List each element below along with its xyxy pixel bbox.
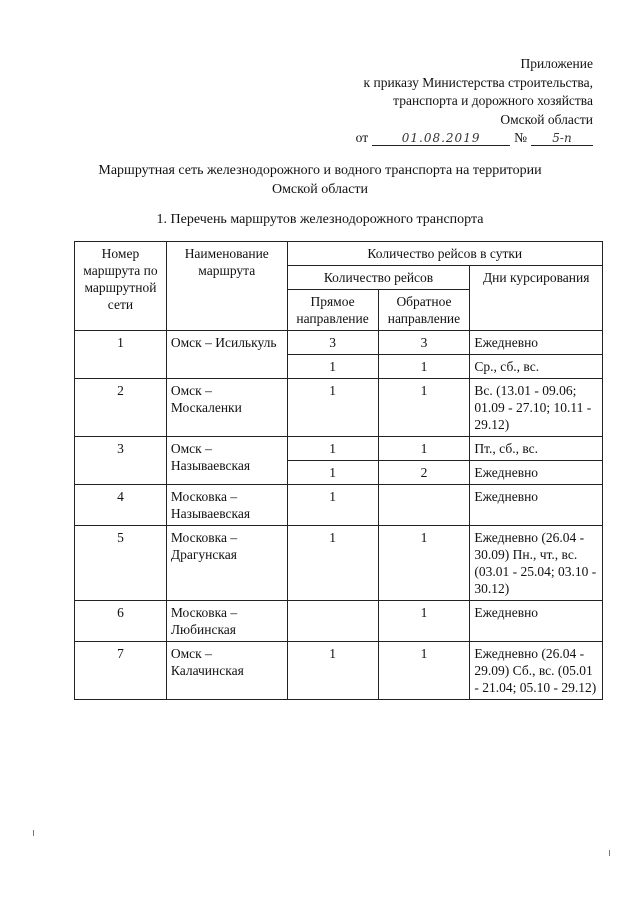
table-row <box>75 331 603 355</box>
operating-days-cell: Ежедневно (26.04 - 30.09) Пн., чт., вс. (03.01 - 25.04; 03.10 - 30.12) <box>470 526 603 601</box>
number-prefix: № <box>514 130 527 145</box>
forward-trips-cell: 1 <box>287 379 378 437</box>
forward-trips-cell: 1 <box>287 526 378 601</box>
table-row <box>75 485 603 526</box>
operating-days-cell: Ежедневно <box>470 485 603 526</box>
operating-days-cell: Ср., сб., вс. <box>470 355 603 379</box>
forward-trips-cell: 1 <box>287 355 378 379</box>
scan-mark <box>609 850 610 856</box>
backward-trips-cell: 1 <box>378 437 470 461</box>
appendix-line-2: транспорта и дорожного хозяйства <box>393 93 593 108</box>
route-name-cell: Омск – Москаленки <box>166 379 287 437</box>
order-number-handwritten: 5-п <box>531 131 593 146</box>
header-trips-count: Количество рейсов <box>287 266 470 290</box>
route-name-cell: Московка – Драгунская <box>166 526 287 601</box>
backward-trips-cell: 3 <box>378 331 470 355</box>
appendix-line-1: к приказу Министерства строительства, <box>363 74 593 90</box>
appendix-line-3: Омской области <box>500 111 593 127</box>
document-title-line-1: Маршрутная сеть железнодорожного и водного транспорта на территории <box>98 163 542 178</box>
route-number-cell: 4 <box>75 485 167 526</box>
header-trips-per-day: Количество рейсов в сутки <box>287 242 602 266</box>
operating-days-cell: Пт., сб., вс. <box>470 437 603 461</box>
appendix-title: Приложение <box>520 56 593 71</box>
document-title <box>0 161 640 199</box>
route-name-cell: Омск – Исилькуль <box>166 331 287 379</box>
operating-days-cell: Ежедневно <box>470 461 603 485</box>
date-prefix: от <box>355 130 369 145</box>
backward-trips-cell: 1 <box>378 355 470 379</box>
appendix-block <box>356 55 593 148</box>
route-number-cell: 7 <box>75 642 167 700</box>
backward-trips-cell: 1 <box>378 526 470 601</box>
route-name-cell: Московка – Любинская <box>166 601 287 642</box>
backward-trips-cell: 2 <box>378 461 470 485</box>
table-row <box>75 642 603 700</box>
header-forward: Прямое направление <box>287 290 378 331</box>
section-title: 1. Перечень маршрутов железнодорожного транспорта <box>156 212 484 227</box>
table-row <box>75 526 603 601</box>
order-date-handwritten: 01.08.2019 <box>372 131 510 146</box>
route-number-cell: 1 <box>75 331 167 379</box>
operating-days-cell: Вс. (13.01 - 09.06; 01.09 - 27.10; 10.11 - 29.12) <box>470 379 603 437</box>
backward-trips-cell: 1 <box>378 642 470 700</box>
route-number-cell: 5 <box>75 526 167 601</box>
operating-days-cell: Ежедневно (26.04 - 29.09) Сб., вс. (05.01 - 21.04; 05.10 - 29.12) <box>470 642 603 700</box>
header-days: Дни курсирования <box>470 266 603 331</box>
header-route-number: Номер маршрута по маршрутной сети <box>75 242 167 331</box>
routes-table <box>74 241 603 700</box>
table-row <box>75 437 603 461</box>
forward-trips-cell: 1 <box>287 437 378 461</box>
route-name-cell: Омск – Называевская <box>166 437 287 485</box>
document-title-line-2: Омской области <box>271 182 369 197</box>
route-number-cell: 3 <box>75 437 167 485</box>
table-row <box>75 379 603 437</box>
backward-trips-cell <box>378 485 470 526</box>
backward-trips-cell: 1 <box>378 379 470 437</box>
route-number-cell: 6 <box>75 601 167 642</box>
table-row <box>75 601 603 642</box>
header-backward: Обратное направление <box>378 290 470 331</box>
scan-mark <box>33 830 34 836</box>
route-name-cell: Московка – Называевская <box>166 485 287 526</box>
route-number-cell: 2 <box>75 379 167 437</box>
forward-trips-cell <box>287 601 378 642</box>
forward-trips-cell: 1 <box>287 642 378 700</box>
forward-trips-cell: 1 <box>287 461 378 485</box>
backward-trips-cell: 1 <box>378 601 470 642</box>
operating-days-cell: Ежедневно <box>470 331 603 355</box>
header-route-name: Наименование маршрута <box>166 242 287 331</box>
forward-trips-cell: 3 <box>287 331 378 355</box>
order-date-number-line <box>356 129 593 148</box>
table-header-row-1 <box>75 242 603 266</box>
route-name-cell: Омск – Калачинская <box>166 642 287 700</box>
operating-days-cell: Ежедневно <box>470 601 603 642</box>
forward-trips-cell: 1 <box>287 485 378 526</box>
